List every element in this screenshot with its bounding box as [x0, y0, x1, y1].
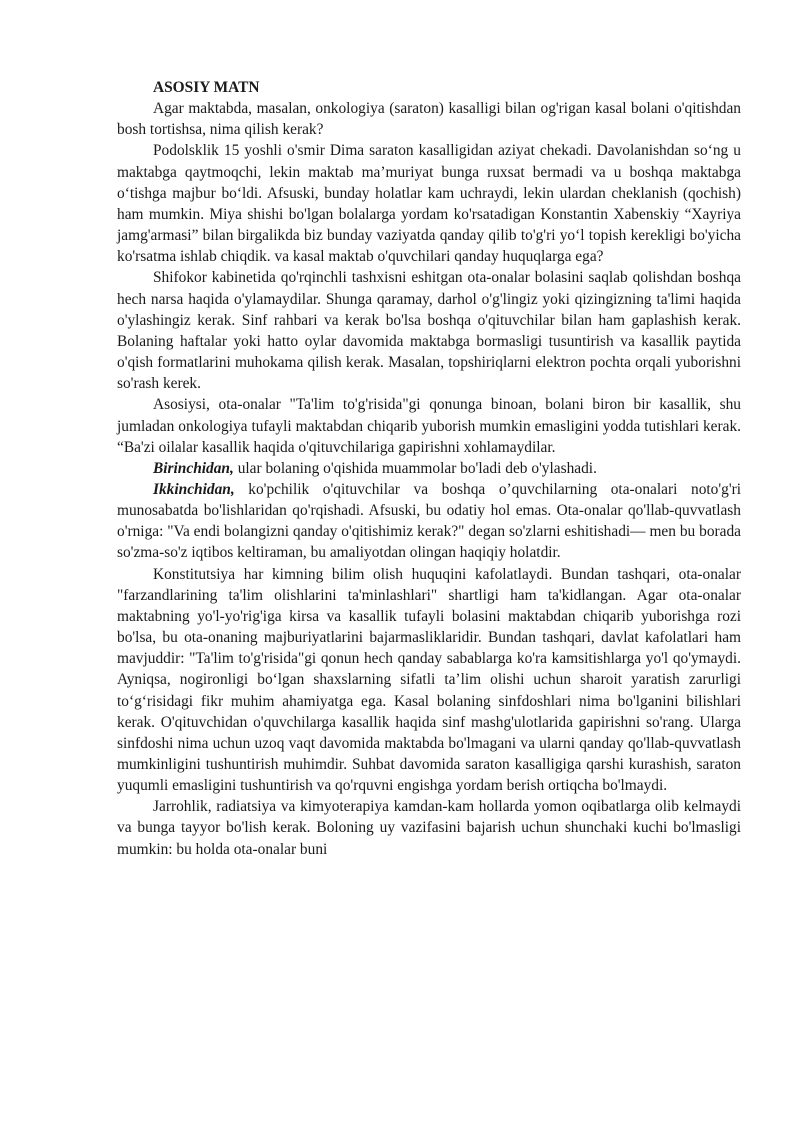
paragraph-lead: Birinchidan, [153, 459, 234, 477]
paragraph-1 [117, 98, 741, 140]
paragraph-3 [117, 267, 741, 394]
paragraph-text: Podolsklik 15 yoshli o'smir Dima saraton kasalligidan aziyat chekadi. Davolanishdan so‘ng u maktabga qaytmoqchi, lekin maktab ma’muriyat bunga ruxsat bermadi va u boshqa maktabga o‘tishga majbur bo‘ldi. Afsuski, bunday holatlar kam uchraydi, lekin ulardan cheklanish (qochish) ham mumkin. Miya shishi bo'lgan bolalarga yordam ko'rsatadigan Konstantin Xabenskiy “Xayriya jamg'armasi” bilan birgalikda biz bunday vaziyatda qanday qilib to'g'ri yo‘l topish kerekligi bo'yicha ko'rsatma ishlab chiqdik. va kasal maktab o'quvchilari qanday huquqlarga ega? [117, 142, 741, 266]
paragraph-8 [117, 796, 741, 859]
paragraph-lead: Ikkinchidan, [153, 480, 235, 498]
paragraph-text: Konstitutsiya har kimning bilim olish huquqini kafolatlaydi. Bundan tashqari, ota-onalar "farzandlarining ta'lim olishlarini ta'minlashlari" shartligi ham ta'kidlangan. Agar ota-onalar maktabning yo'l-yo'rig'iga kirsa va kasallik tufayli bolasini maktabdan chiqarib yuborishga rozi bo'lsa, bu ota-onaning majburiyatlarini bajarmasliklaridir. Bundan tashqari, davlat kafolatlari ham mavjuddir: "Ta'lim to'g'risida"gi qonun hech qanday sabablarga ko'ra kamsitishlarga yo'l qo'ymaydi. Ayniqsa, nogironligi bo‘lgan shaxslarning sifatli ta’lim olishi uchun sharoit yaratish zarurligi to‘g‘risidagi fikr muhim ahamiyatga ega. Kasal bolaning sinfdoshlari nima bo'lganini bilishlari kerak. O'qituvchidan o'quvchilarga kasallik haqida sinf mashg'ulotlarida gapirishni so'rang. Ularga sinfdoshi nima uchun uzoq vaqt davomida maktabda bo'lmagani va ularni qanday qo'llab-quvvatlash mumkinligini tushuntirish muhimdir. Suhbat davomida saraton kasalligiga qarshi kurashish, saraton yuqumli emasligini tushuntirish va qo'rquvni engishga yordam berish ortiqcha bo'lmaydi. [117, 565, 741, 795]
paragraph-text: ular bolaning o'qishida muammolar bo'ladi deb o'ylashadi. [233, 459, 597, 477]
paragraph-6 [117, 479, 741, 564]
paragraph-text: Jarrohlik, radiatsiya va kimyoterapiya kamdan-kam hollarda yomon oqibatlarga olib kelmaydi va bunga tayyor bo'lish kerak. Boloning uy vazifasini bajarish uchun shunchaki kuchi bo'lmasligi mumkin: bu holda ota-onalar buni [117, 798, 741, 858]
section-heading: ASOSIY MATN [153, 79, 260, 96]
paragraph-2 [117, 140, 741, 267]
paragraph-7 [117, 564, 741, 797]
paragraph-4 [117, 394, 741, 457]
paragraph-text: Asosiysi, ota-onalar "Ta'lim to'g'risida"gi qonunga binoan, bolani biron bir kasallik, shu jumladan onkologiya tufayli maktabdan chiqarib yuborish mumkin emasligini yodda tutishlari kerak. “Ba'zi oilalar kasallik haqida o'qituvchilariga gapirishni xohlamaydilar. [117, 396, 741, 456]
paragraph-text: ko'pchilik o'qituvchilar va boshqa o’quvchilarning ota-onalari noto'g'ri munosabatda bo'lishlaridan qo'rqishadi. Afsuski, bu odatiy hol emas. Ota-onalar qo'llab-quvvatlash o'rniga: "Va endi bolangizni qanday o'qitishimiz kerak?" degan so'zlarni eshitishadi— men bu borada so'zma-so'z iqtibos keltiraman, bu amaliyotdan olingan haqiqiy holatdir. [117, 480, 741, 562]
document-page [117, 77, 741, 860]
paragraph-text: Shifokor kabinetida qo'rqinchli tashxisni eshitgan ota-onalar bolasini saqlab qolishdan boshqa hech narsa haqida o'ylamaydilar. Shunga qaramay, darhol o'g'lingiz yoki qizingizning ta'limi haqida o'ylashingiz kerak. Sinf rahbari va kerak bo'lsa boshqa o'qituvchilar bilan ham gaplashish kerak. Bolaning haftalar yoki hatto oylar davomida maktabga bormasligi tusuntirish va kasallik paytida o'qish formatlarini muhokama qilish kerak. Masalan, topshiriqlarni elektron pochta orqali yuborishni so'rash kerek. [117, 269, 741, 393]
paragraph-5 [117, 458, 741, 479]
paragraph-text: Agar maktabda, masalan, onkologiya (saraton) kasalligi bilan og'rigan kasal bolani o'qitishdan bosh tortishsa, nima qilish kerak? [117, 100, 741, 139]
